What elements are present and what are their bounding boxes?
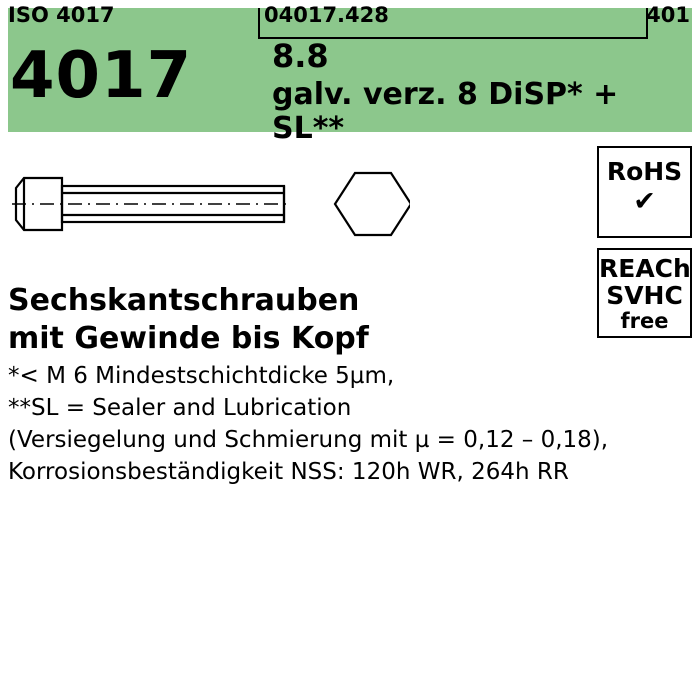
product-title-line1: Sechskantschrauben (8, 283, 360, 318)
footnotes (8, 360, 688, 488)
rohs-label: RoHS (606, 157, 683, 186)
footnote-1: *< M 6 Mindestschichtdicke 5µm, (8, 363, 395, 389)
strength-grade: 8.8 (272, 37, 329, 75)
reach-label: REACh (599, 254, 691, 283)
footnote-3: (Versiegelung und Schmierung mit µ = 0,12 – 0,18), (8, 427, 609, 453)
article-number: 04017.428 (264, 3, 389, 27)
reach-badge (597, 248, 692, 338)
svhc-label: SVHC (606, 281, 683, 310)
free-label: free (620, 309, 669, 333)
hex-bolt-head-end-view (335, 173, 410, 235)
norm-number: 4017 (10, 39, 193, 113)
rohs-badge (597, 146, 692, 238)
coating-spec: galv. verz. 8 DiSP* + SL** (272, 77, 619, 146)
footnote-4: Korrosionsbeständigkeit NSS: 120h WR, 264h RR (8, 459, 569, 485)
standard-label: ISO 4017 (8, 3, 115, 27)
hex-bolt-side-view (12, 178, 292, 230)
product-title-line2: mit Gewinde bis Kopf (8, 321, 369, 356)
technical-drawing (10, 148, 410, 258)
footnote-2: **SL = Sealer and Lubrication (8, 395, 352, 421)
page-number: 401 (646, 3, 690, 27)
product-title (8, 282, 588, 358)
check-icon: ✔ (633, 186, 656, 217)
hex-bolt-drawing-svg (10, 148, 410, 258)
